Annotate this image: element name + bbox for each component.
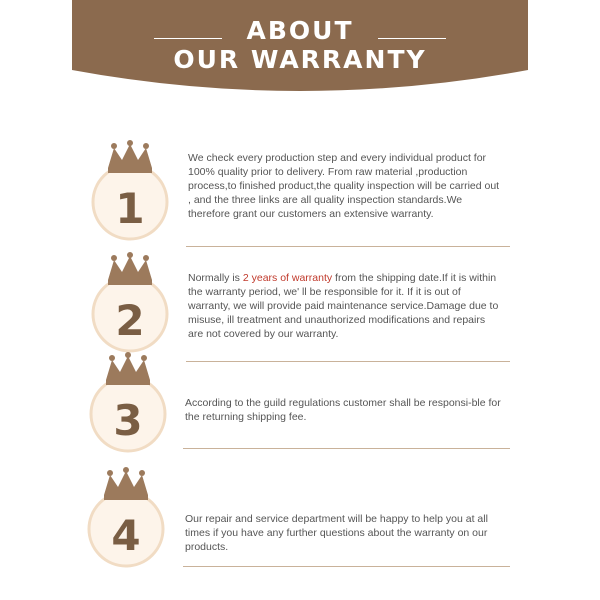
item-text-2-after: from the shipping date.If it is within the warranty period, we' ll be responsible for it. If it is out of warranty, we will provide paid maintenance service.Damage due to misuse, ill treatment and unauthorized modifications and repairs are not covered by our warranty. — [188, 272, 499, 340]
number-badge-4 — [86, 465, 166, 575]
divider-4 — [183, 566, 510, 567]
number-label: 4 — [111, 511, 141, 560]
item-text-4: Our repair and service department will be happy to help you at all times if you have any further questions about the warranty on our products. — [185, 513, 488, 553]
number-label: 2 — [115, 296, 145, 345]
page-title-line2: OUR WARRANTY — [173, 45, 427, 74]
item-text-3: According to the guild regulations customer shall be responsi-ble for the returning shipping fee. — [185, 397, 501, 423]
divider-3 — [183, 448, 510, 449]
number-badge-2 — [90, 250, 170, 360]
page-title-line1: ABOUT — [246, 16, 354, 45]
number-label: 1 — [115, 184, 145, 233]
number-badge-3 — [88, 350, 168, 460]
item-text-2 — [188, 271, 503, 341]
item-text-1: We check every production step and every individual product for 100% quality prior to delivery. From raw material ,production process,to finished product,the quality inspection will be carried out , and the three links are all quality inspection standards.We therefore grant our customers an extensive warranty. — [188, 152, 500, 220]
header-banner — [72, 0, 528, 98]
divider-1 — [186, 246, 510, 247]
divider-2 — [186, 361, 510, 362]
item-text-2-before: Normally is — [188, 272, 243, 284]
number-label: 3 — [113, 396, 143, 445]
warranty-highlight: 2 years of warranty — [242, 272, 333, 284]
number-badge-1 — [90, 138, 170, 248]
